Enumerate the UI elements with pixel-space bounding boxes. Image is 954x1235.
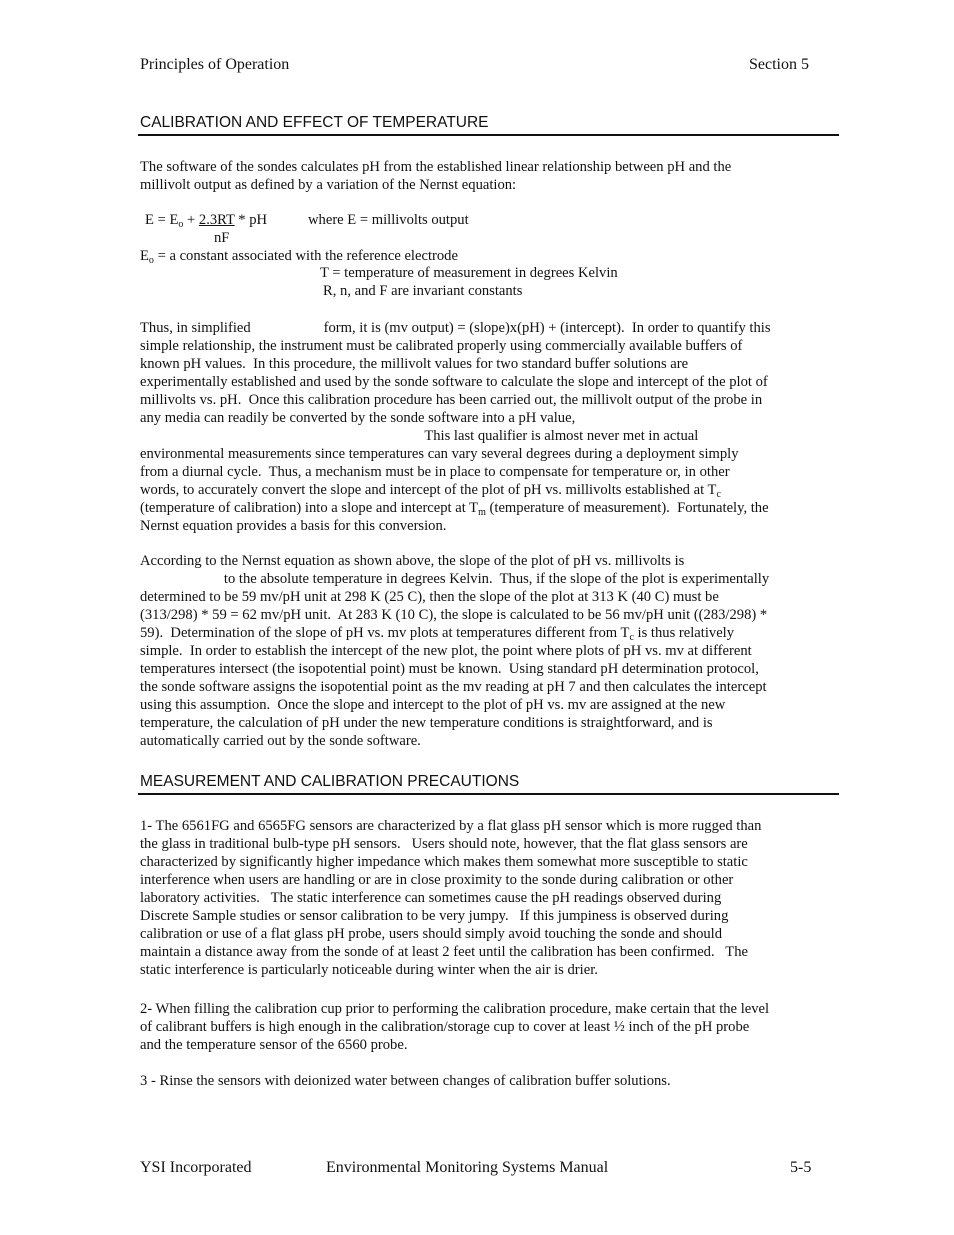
eq-where: where E = millivolts output	[308, 212, 469, 228]
eq-denominator: nF	[214, 230, 230, 246]
text-line: millivolts vs. pH. Once this calibration procedure has been carried out, the millivolt output of the probe in	[140, 392, 763, 408]
precaution-item-3	[140, 1072, 815, 1090]
text-line: to the absolute temperature in degrees Kelvin. Thus, if the slope of the plot is experimentally	[140, 571, 770, 587]
heading-rule	[138, 134, 839, 136]
tc-text: words, to accurately convert the slope and intercept of the plot of pH vs. millivolts established at T	[140, 482, 717, 498]
text-line: temperature, the calculation of pH under the new temperature conditions is straightforward, and is	[140, 715, 713, 731]
text-line: simple. In order to establish the intercept of the new plot, the point where plots of pH vs. mv at different	[140, 643, 752, 659]
eq-numerator: 2.3RT	[198, 212, 235, 228]
tm-sub: m	[478, 507, 486, 518]
tm-after: (temperature of measurement). Fortunately, the	[485, 500, 769, 516]
text-line: According to the Nernst equation as shown above, the slope of the plot of pH vs. millivolts is	[140, 553, 685, 569]
footer-left: YSI Incorporated	[140, 1159, 252, 1176]
text-line: millivolt output as defined by a variation of the Nernst equation:	[140, 177, 517, 193]
eq-lhs: E = E	[145, 212, 179, 228]
heading-rule	[138, 793, 839, 795]
text-line: 1- The 6561FG and 6565FG sensors are characterized by a flat glass pH sensor which is more rugged than	[140, 818, 762, 834]
tc-sub: c	[716, 489, 721, 500]
text-line: static interference is particularly noticeable during winter when the air is drier.	[140, 962, 598, 978]
text-line: temperatures intersect (the isopotential point) must be known. Using standard pH determination protocol,	[140, 661, 759, 677]
paragraph-simplified	[140, 319, 815, 535]
footer-center: Environmental Monitoring Systems Manual	[326, 1159, 609, 1176]
text-line: This last qualifier is almost never met in actual	[140, 428, 699, 444]
text-line: The software of the sondes calculates pH from the established linear relationship between pH and the	[140, 159, 732, 175]
e0-rest: = a constant associated with the reference electrode	[153, 248, 458, 264]
e0-sub: o	[148, 255, 154, 266]
tc-sub: c	[629, 632, 634, 643]
tc-after: is thus relatively	[633, 625, 735, 641]
text-line: Thus, in simplified form, it is (mv output) = (slope)x(pH) + (intercept). In order to quantify this	[140, 320, 771, 336]
text-line: laboratory activities. The static interference can sometimes cause the pH readings observed during	[140, 890, 722, 906]
paragraph-nernst-slope	[140, 552, 815, 750]
text-line: characterized by significantly higher impedance which makes them somewhat more susceptible to static	[140, 854, 748, 870]
text-line: experimentally established and used by the sonde software to calculate the slope and intercept of the plot of	[140, 374, 768, 390]
text-line: the sonde software assigns the isopotential point as the mv reading at pH 7 and then calculates the intercept	[140, 679, 767, 695]
text-line: and the temperature sensor of the 6560 probe.	[140, 1037, 408, 1053]
text-line: known pH values. In this procedure, the millivolt values for two standard buffer solutions are	[140, 356, 689, 372]
header-left: Principles of Operation	[140, 56, 290, 73]
e0-definition	[140, 248, 458, 265]
text-line: calibration or use of a flat glass pH probe, users should simply avoid touching the sonde and should	[140, 926, 723, 942]
text-line: 3 - Rinse the sensors with deionized water between changes of calibration buffer solutions.	[140, 1073, 671, 1089]
intro-paragraph	[140, 158, 815, 194]
text-line: automatically carried out by the sonde software.	[140, 733, 421, 749]
text-line: environmental measurements since temperatures can vary several degrees during a deployment simply	[140, 446, 739, 462]
section-heading-calibration: CALIBRATION AND EFFECT OF TEMPERATURE	[140, 114, 489, 131]
text-line: interference when users are handling or are in close proximity to the sonde during calibration or other	[140, 872, 734, 888]
text-line	[140, 481, 815, 499]
t-definition: T = temperature of measurement in degrees Kelvin	[320, 265, 618, 281]
text-line: 2- When filling the calibration cup prior to performing the calibration procedure, make certain that the level	[140, 1001, 770, 1017]
text-line: (313/298) * 59 = 62 mv/pH unit. At 283 K (10 C), the slope is calculated to be 56 mv/pH unit ((283/298) *	[140, 607, 768, 623]
text-line: determined to be 59 mv/pH unit at 298 K (25 C), then the slope of the plot at 313 K (40 C) must be	[140, 589, 719, 605]
text-line: Discrete Sample studies or sensor calibration to be very jumpy. If this jumpiness is observed during	[140, 908, 729, 924]
text-line: Nernst equation provides a basis for this conversion.	[140, 518, 447, 534]
text-line: from a diurnal cycle. Thus, a mechanism must be in place to compensate for temperature or, in other	[140, 464, 730, 480]
nernst-equation	[145, 212, 267, 229]
eq-sub: o	[178, 219, 184, 230]
text-line: of calibrant buffers is high enough in the calibration/storage cup to cover at least ½ inch of the pH probe	[140, 1019, 750, 1035]
eq-plus: +	[183, 212, 199, 228]
e0-main: E	[140, 248, 149, 264]
text-line: using this assumption. Once the slope and intercept to the plot of pH vs. mv are assigned at the new	[140, 697, 726, 713]
text-line: simple relationship, the instrument must be calibrated properly using commercially available buffers of	[140, 338, 743, 354]
tc-text: 59). Determination of the slope of pH vs. mv plots at temperatures different from T	[140, 625, 630, 641]
eq-mult: * pH	[234, 212, 268, 228]
section-heading-precautions: MEASUREMENT AND CALIBRATION PRECAUTIONS	[140, 773, 520, 790]
text-line: maintain a distance away from the sonde of at least 2 feet until the calibration has been confirmed. The	[140, 944, 748, 960]
text-line: the glass in traditional bulb-type pH sensors. Users should note, however, that the flat glass sensors are	[140, 836, 748, 852]
header-right: Section 5	[749, 56, 809, 73]
precaution-item-2	[140, 1000, 815, 1054]
text-line: any media can readily be converted by the sonde software into a pH value,	[140, 410, 576, 426]
precaution-item-1	[140, 817, 815, 979]
r-definition: R, n, and F are invariant constants	[323, 283, 523, 299]
text-line	[140, 624, 815, 642]
tm-text: (temperature of calibration) into a slope and intercept at T	[140, 500, 479, 516]
text-line	[140, 499, 815, 517]
footer-page-number: 5-5	[790, 1159, 812, 1176]
